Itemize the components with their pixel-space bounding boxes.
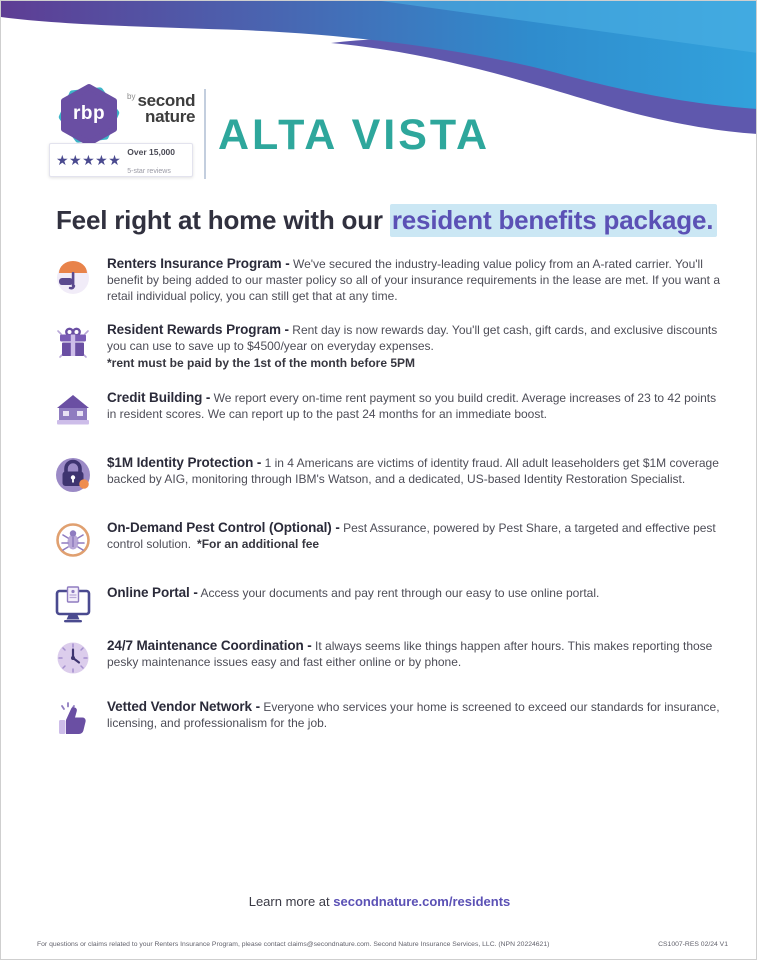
- umbrella-hand-icon: [49, 253, 97, 299]
- learn-more-footer: [1, 894, 757, 909]
- benefit-description: Everyone who services your home is screened to exceed our standards for insurance, licensing, and professionalism for the job.: [107, 699, 720, 730]
- brand-by-label: by: [127, 92, 136, 101]
- benefit-description: Access your documents and pay rent through our easy to use online portal.: [200, 585, 600, 600]
- benefit-online-portal: [49, 582, 721, 628]
- credit-house-icon: [49, 387, 97, 433]
- thumbs-up-icon: [49, 696, 97, 742]
- benefit-maintenance: [49, 635, 721, 681]
- benefit-title: Resident Rewards Program -: [107, 322, 289, 338]
- benefit-description: We've secured the industry-leading value policy from an A-rated carrier. You'll benefit by being added to our master policy so all of your insurance requirements in the lease are met. If you want a retail individual policy, you can still get that at any time.: [107, 257, 721, 303]
- lock-icon: [49, 452, 97, 498]
- brand-name-line1: second: [137, 91, 196, 110]
- clock-icon: [49, 635, 97, 681]
- five-stars-icon: ★★★★★: [56, 152, 122, 168]
- property-name-title: ALTA VISTA: [218, 111, 491, 159]
- fine-print-doc-code: CS1007-RES 02/24 V1: [658, 941, 728, 948]
- rbp-logo-text: rbp: [72, 103, 106, 124]
- benefit-title: Renters Insurance Program -: [107, 256, 290, 271]
- benefit-title: Online Portal -: [107, 584, 198, 600]
- benefit-credit-building: [49, 387, 721, 433]
- benefit-renters-insurance: [49, 253, 721, 304]
- no-pests-icon: [49, 517, 97, 563]
- reviews-count: Over 15,000: [127, 147, 175, 158]
- benefit-title: Vetted Vendor Network -: [107, 698, 260, 714]
- learn-more-prefix: Learn more at: [248, 894, 334, 909]
- benefits-list: [49, 253, 721, 753]
- reviews-badge: [49, 143, 193, 177]
- benefit-identity-protection: [49, 452, 721, 498]
- benefit-pest-control: [49, 517, 721, 563]
- benefit-resident-rewards: [49, 319, 721, 371]
- reviews-label: 5-star reviews: [127, 168, 171, 175]
- benefit-title: 24/7 Maintenance Coordination -: [107, 637, 312, 653]
- page-headline: [56, 205, 736, 236]
- benefit-title: On-Demand Pest Control (Optional) -: [107, 519, 340, 535]
- gift-icon: [49, 319, 97, 365]
- benefit-title: $1M Identity Protection -: [107, 454, 262, 470]
- header-divider: [204, 89, 206, 179]
- online-portal-icon: [49, 582, 97, 628]
- benefit-description: Pest Assurance, powered by Pest Share, a targeted and effective pest control solution.: [107, 520, 716, 551]
- learn-more-link: secondnature.com/residents: [333, 894, 511, 909]
- rbp-logo: [57, 83, 121, 147]
- benefit-title: Credit Building -: [107, 389, 211, 405]
- benefit-note: *For an additional fee: [197, 536, 320, 551]
- headline-prefix: Feel right at home with our: [56, 205, 390, 235]
- benefit-description: 1 in 4 Americans are victims of identity fraud. All adult leaseholders get $1M coverage backed by AIG, monitoring through IBM's Watson, and a dedicated, US-based Identity Restoration Specialist.: [107, 455, 719, 486]
- fine-print-legal: For questions or claims related to your Renters Insurance Program, please contact claims@secondnature.com. Second Nature Insurance Services, LLC. (NPN 20224621): [37, 941, 550, 948]
- benefit-vendor-network: [49, 696, 721, 742]
- benefit-description: We report every on-time rent payment so you build credit. Average increases of 23 to 42 points in resident scores. We can report up to the past 24 months for an immediate boost.: [107, 390, 717, 421]
- fine-print-row: [1, 941, 757, 948]
- benefit-note: *rent must be paid by the 1st of the month before 5PM: [107, 356, 416, 371]
- benefit-description: Rent day is now rewards day. You'll get cash, gift cards, and exclusive discounts you can use to save up to $4500/year on everyday expenses.: [107, 323, 718, 354]
- brand-name: [127, 93, 195, 126]
- headline-highlight: resident benefits package.: [390, 204, 717, 237]
- brand-name-line2: nature: [145, 106, 196, 126]
- benefit-description: It always seems like things happen after hours. This makes reporting those pesky maintenance issues easy and fast either online or by phone.: [107, 638, 713, 669]
